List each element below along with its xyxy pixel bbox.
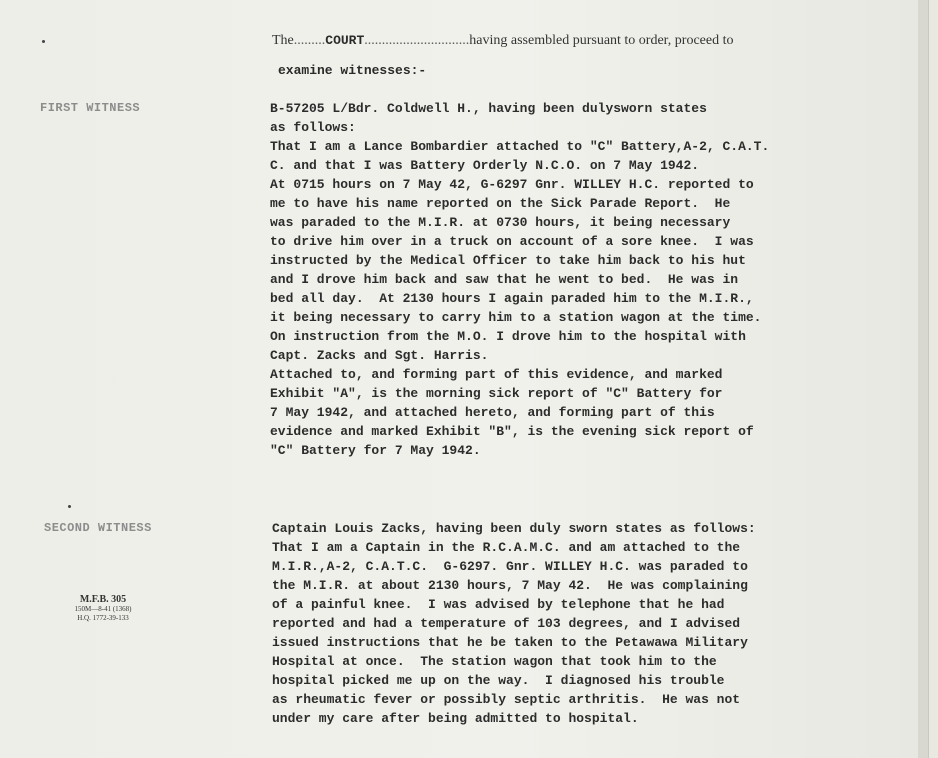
statement-line: the M.I.R. at about 2130 hours, 7 May 42. He was complaining <box>272 578 748 593</box>
court-line-typed-word: COURT <box>325 33 365 48</box>
first-witness-label: FIRST WITNESS <box>40 101 141 115</box>
court-line-suffix: having assembled pursuant to order, proceed to <box>469 33 734 48</box>
punch-mark <box>42 40 45 43</box>
statement-line: Captain Louis Zacks, having been duly sworn states as follows: <box>272 521 756 536</box>
statement-line: C. and that I was Battery Orderly N.C.O. on 7 May 1942. <box>270 158 700 173</box>
statement-line: issued instructions that he be taken to the Petawawa Military <box>272 635 748 650</box>
statement-line: M.I.R.,A-2, C.A.T.C. G-6297. Gnr. WILLEY H.C. was paraded to <box>272 559 748 574</box>
first-witness-statement <box>270 99 769 460</box>
statement-line: That I am a Captain in the R.C.A.M.C. and am attached to the <box>272 540 741 555</box>
statement-line: was paraded to the M.I.R. at 0730 hours, it being necessary <box>270 215 731 230</box>
form-number-block <box>48 594 158 623</box>
statement-line: Exhibit "A", is the morning sick report of "C" Battery for <box>270 386 723 401</box>
court-line: The.........COURT..............................having assembled pursuant to order, proceed to <box>272 33 734 48</box>
statement-line: under my care after being admitted to hospital. <box>272 711 639 726</box>
court-line-prefix: The <box>272 33 294 48</box>
statement-line: hospital picked me up on the way. I diagnosed his trouble <box>272 673 725 688</box>
statement-line: evidence and marked Exhibit "B", is the evening sick report of <box>270 424 754 439</box>
page-edge-shadow <box>918 0 928 758</box>
form-number-line3: H.Q. 1772-39-133 <box>77 614 129 622</box>
statement-line: Attached to, and forming part of this evidence, and marked <box>270 367 723 382</box>
statement-line: B-57205 L/Bdr. Coldwell H., having been dulysworn states <box>270 101 707 116</box>
form-number-line1: M.F.B. 305 <box>79 594 127 605</box>
statement-line: of a painful knee. I was advised by telephone that he had <box>272 597 725 612</box>
punch-mark <box>68 505 71 508</box>
statement-line: 7 May 1942, and attached hereto, and forming part of this <box>270 405 715 420</box>
statement-line: Hospital at once. The station wagon that took him to the <box>272 654 717 669</box>
statement-line: it being necessary to carry him to a station wagon at the time. <box>270 310 762 325</box>
second-witness-statement <box>272 519 756 728</box>
statement-line: On instruction from the M.O. I drove him to the hospital with <box>270 329 746 344</box>
statement-line: to drive him over in a truck on account of a sore knee. I was <box>270 234 754 249</box>
statement-line: "C" Battery for 7 May 1942. <box>270 443 481 458</box>
statement-line: bed all day. At 2130 hours I again paraded him to the M.I.R., <box>270 291 754 306</box>
statement-line: instructed by the Medical Officer to take him back to his hut <box>270 253 746 268</box>
statement-line: as rheumatic fever or possibly septic arthritis. He was not <box>272 692 741 707</box>
statement-line: Capt. Zacks and Sgt. Harris. <box>270 348 489 363</box>
intro-text: examine witnesses:- <box>278 63 427 78</box>
statement-line: At 0715 hours on 7 May 42, G-6297 Gnr. WILLEY H.C. reported to <box>270 177 754 192</box>
statement-line: That I am a Lance Bombardier attached to "C" Battery,A-2, C.A.T. <box>270 139 770 154</box>
statement-line: me to have his name reported on the Sick Parade Report. He <box>270 196 731 211</box>
statement-line: and I drove him back and saw that he went to bed. He was in <box>270 272 739 287</box>
statement-line: reported and had a temperature of 103 degrees, and I advised <box>272 616 741 631</box>
form-number-line2: 150M—8-41 (1368) <box>74 605 132 613</box>
second-witness-label: SECOND WITNESS <box>44 521 152 535</box>
statement-line: as follows: <box>270 120 356 135</box>
